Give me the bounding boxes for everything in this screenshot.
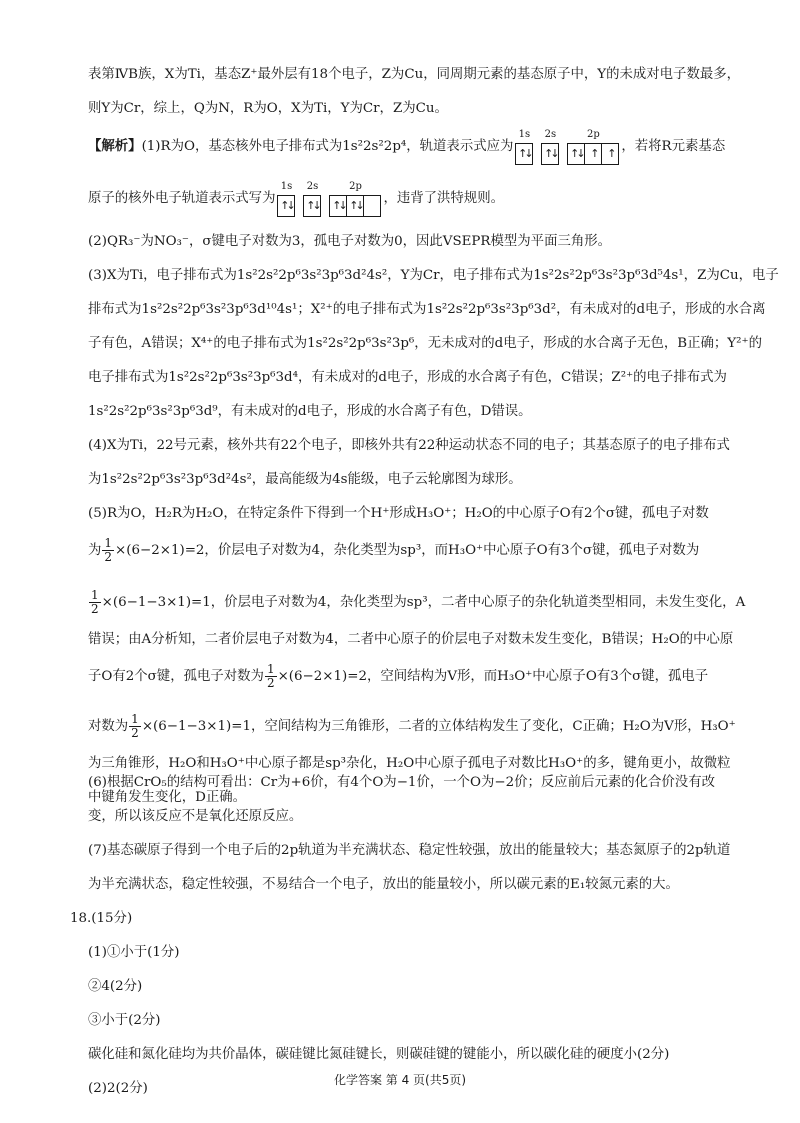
question-18-number: 18.(15分) [70, 911, 133, 926]
orbital-box: ↑↓ [544, 146, 557, 160]
text-line: (6)根据CrO₅的结构可看出：Cr为+6价，有4个O为−1价，一个O为−2价；反应前后元素的化合价没有改 [88, 775, 715, 790]
fraction-one-half: $\frac{1}{2}$ [91, 588, 99, 616]
text-line: (1)①小于(1分) [88, 945, 180, 960]
text-line: (5)R为O，H₂R为H₂O，在特定条件下得到一个H⁺形成H₃O⁺；H₂O的中心原子O有2个σ键，孤电子对数 [88, 506, 709, 521]
orbital-box [364, 196, 380, 216]
orbital-box: ↑↓ [306, 198, 319, 212]
text-segment: ×(6−1−3×1)=1，空间结构为三角锥形，二者的立体结构发生了变化，C正确；H₂O为V形，H₃O⁺ [141, 719, 736, 734]
text-line: 为1s²2s²2p⁶3s²3p⁶3d²4s²，最高能级为4s能级，电子云轮廓图为球形。 [88, 472, 522, 487]
text-line: 为半充满状态，稳定性较强，不易结合一个电子，放出的能量较小，所以碳元素的E₁较氮元素的大。 [88, 877, 679, 892]
text-segment: ×(6−2×1)=2，空间结构为V形，而H₃O⁺中心原子O有3个σ键，孤电子 [277, 669, 709, 684]
orbital-label: 1s [518, 128, 531, 140]
orbital-box: ↑↓ [568, 144, 585, 164]
text-line: 电子排布式为1s²2s²2p⁶3s²3p⁶3d⁴，有未成对的d电子，形成的水合离子有色，C错误；Z²⁺的电子排布式为 [88, 370, 727, 385]
text-line: 为三角锥形，H₂O和H₃O⁺中心原子都是sp³杂化，H₂O中心原子孤电子对数比H₃O⁺的多，键角更小，故微粒 [88, 756, 731, 771]
text-line: (7)基态碳原子得到一个电子后的2p轨道为半充满状态、稳定性较强，放出的能量较大；基态氮原子的2p轨道 [88, 843, 731, 858]
orbital-group [541, 129, 559, 165]
orbital-label: 2s [306, 180, 319, 192]
intro-paragraph [88, 58, 741, 126]
text-segment: ×(6−2×1)=2，价层电子对数为4，杂化类型为sp³，而H₃O⁺中心原子O有3个σ键，孤电子对数为 [115, 543, 700, 558]
orbital-group [567, 129, 619, 165]
text-line: (2)2(2分) [88, 1081, 148, 1096]
orbital-label: 2p [587, 128, 600, 140]
text-segment: (1)R为O，基态核外电子排布式为1s²2s²2p⁴，轨道表示式应为 [141, 139, 514, 154]
orbital-box: ↑↓ [330, 196, 347, 216]
analysis-tag: 【解析】 [88, 138, 142, 154]
fraction-one-half: $\frac{1}{2}$ [131, 712, 139, 740]
text-line: (3)X为Ti，电子排布式为1s²2s²2p⁶3s²3p⁶3d²4s²，Y为Cr，电子排布式为1s²2s²2p⁶3s²3p⁶3d⁵4s¹，Z为Cu，电子 [88, 268, 779, 283]
text-segment: ×(6−1−3×1)=1，价层电子对数为4，杂化类型为sp³，二者中心原子的杂化轨道类型相同，未发生变化，A [101, 595, 746, 610]
orbital-box: ↑↓ [518, 146, 531, 160]
orbital-label: 2s [544, 128, 557, 140]
text-line: (2)QR₃⁻为NO₃⁻，σ键电子对数为3，孤电子对数为0，因此VSEPR模型为平面三角形。 [88, 234, 612, 249]
orbital-box: ↑↓ [280, 198, 293, 212]
text-line: 碳化硅和氮化硅均为共价晶体，碳硅键比氮硅键长，则碳硅键的键能小，所以碳化硅的硬度小(2分) [88, 1047, 670, 1062]
text-line: ②4(2分) [88, 979, 143, 994]
text-segment: 子O有2个σ键，孤电子对数为 [88, 669, 264, 684]
text-line: 错误；由A分析知，二者价层电子对数为4，二者中心原子的价层电子对数未发生变化，B错误；H₂O的中心原 [88, 632, 734, 647]
analysis-part1 [88, 126, 738, 219]
orbital-box: ↑ [585, 144, 602, 164]
text-segment: 原子的核外电子轨道表示式写为 [88, 191, 276, 206]
fraction-one-half: $\frac{1}{2}$ [266, 662, 275, 690]
text-line: (4)X为Ti，22号元素，核外共有22个电子，即核外共有22种运动状态不同的电子；其基态原子的电子排布式 [88, 438, 730, 453]
paragraph-4 [88, 429, 738, 497]
orbital-group [515, 129, 533, 165]
text-line: 中键角发生变化，D正确。 [88, 790, 247, 805]
text-line: 子有色，A错误；X⁴⁺的电子排布式为1s²2s²2p⁶3s²3p⁶，无未成对的d电子，形成的水合离子无色，B正确；Y²⁺的 [88, 336, 762, 351]
orbital-group [277, 181, 295, 217]
orbital-label: 2p [349, 180, 362, 192]
paragraph-7 [88, 834, 738, 902]
orbital-diagram-wrong [277, 181, 381, 217]
text-line: ③小于(2分) [88, 1013, 161, 1028]
text-line: 变，所以该反应不是氧化还原反应。 [88, 809, 303, 824]
orbital-group [303, 181, 321, 217]
text-segment: 为 [88, 543, 102, 558]
orbital-label: 1s [280, 180, 293, 192]
orbital-diagram-correct [515, 129, 619, 165]
paragraph-6 [88, 766, 738, 834]
paragraph-3 [88, 259, 779, 429]
orbital-group [329, 181, 381, 217]
text-segment: ，违背了洪特规则。 [383, 191, 504, 206]
text-segment: ，若将R元素基态 [621, 139, 726, 154]
text-segment: 对数为 [88, 719, 129, 734]
text-line: 1s²2s²2p⁶3s²3p⁶3d⁹，有未成对的d电子，形成的水合离子有色，D错误。 [88, 404, 532, 419]
orbital-box: ↑ [607, 146, 614, 160]
text-line: 排布式为1s²2s²2p⁶3s²3p⁶3d¹⁰4s¹；X²⁺的电子排布式为1s²2s²2p⁶3s²3p⁶3d²，有未成对的d电子，形成的水合离 [88, 302, 766, 317]
orbital-box: ↑↓ [347, 196, 364, 216]
text-line: 则Y为Cr，综上，Q为N，R为O，X为Ti，Y为Cr，Z为Cu。 [88, 101, 448, 116]
paragraph-2 [88, 225, 738, 259]
page-footer: 化学答案 第 4 页(共5页) [333, 1073, 467, 1087]
fraction-one-half: $\frac{1}{2}$ [104, 536, 113, 564]
text-line: 表第ⅣB族，X为Ti，基态Z⁺最外层有18个电子，Z为Cu，同周期元素的基态原子中，Y的未成对电子数最多， [88, 67, 741, 82]
